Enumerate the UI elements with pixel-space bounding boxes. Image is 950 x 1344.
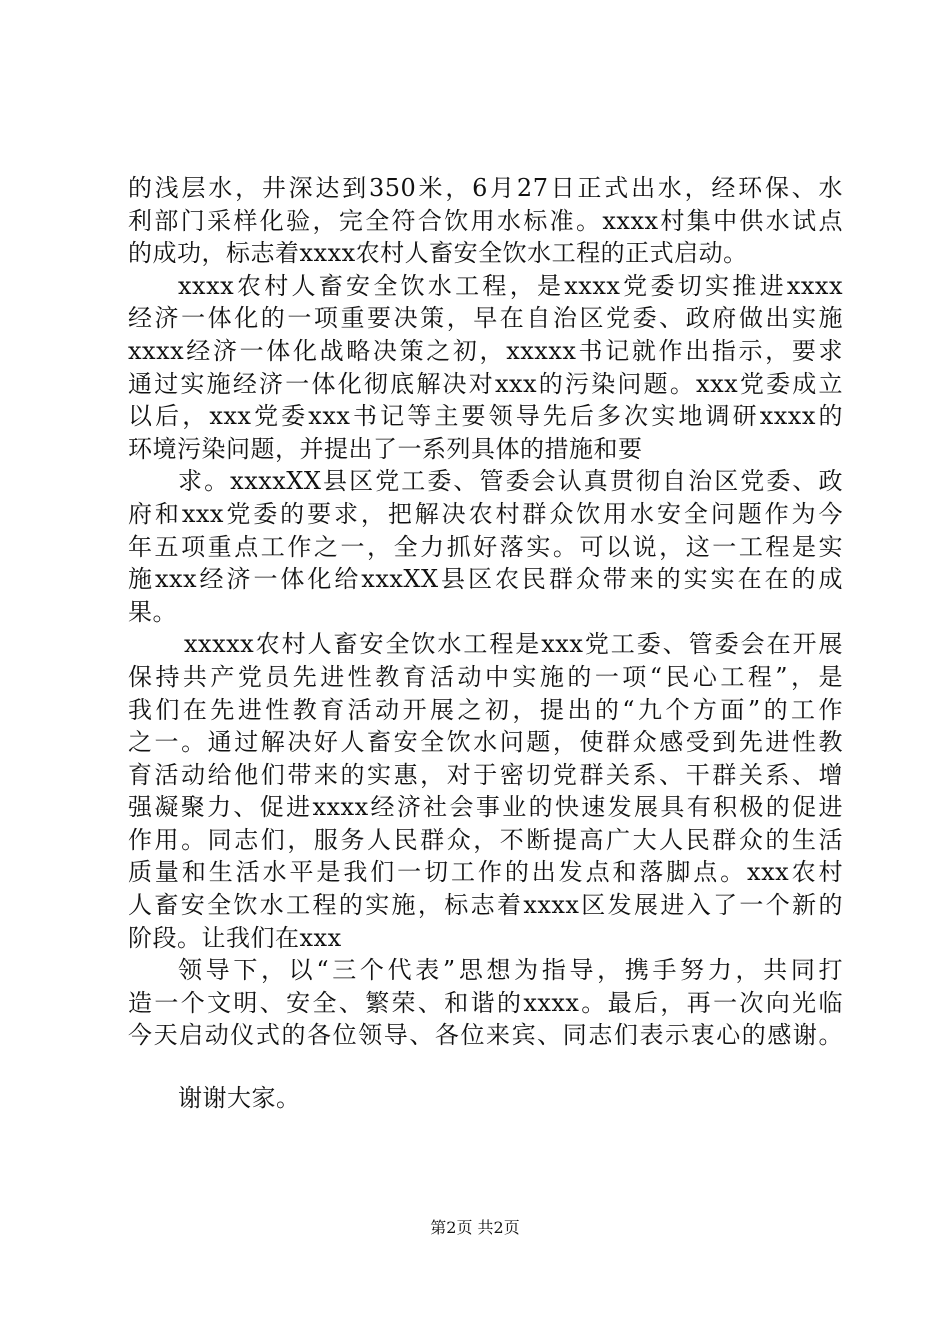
text-line: 经济一体化的一项重要决策，早在自治区党委、政府做出实施	[128, 304, 843, 333]
text-line: 环境污染问题，并提出了一系列具体的措施和要	[128, 434, 643, 463]
text-line: 阶段。让我们在xxx	[128, 923, 342, 952]
text-line: 施xxx经济一体化给xxxXX县区农民群众带来的实实在在的成	[128, 565, 843, 594]
text-line: 质量和生活水平是我们一切工作的出发点和落脚点。xxx农村	[128, 858, 843, 887]
text-line: 的浅层水，井深达到350米，6月27日正式出水，经环保、水	[128, 174, 843, 202]
text-line: 果。	[128, 597, 177, 626]
text-line: xxxx农村人畜安全饮水工程，是xxxx党委切实推进xxxx	[178, 271, 843, 300]
text-line: 之一。通过解决好人畜安全饮水问题，使群众感受到先进性教	[128, 728, 843, 757]
text-line: 育活动给他们带来的实惠，对于密切党群关系、干群关系、增	[128, 760, 843, 789]
closing-line: 谢谢大家。	[178, 1084, 301, 1113]
text-line: 以后，xxx党委xxx书记等主要领导先后多次实地调研xxxx的	[128, 402, 843, 431]
text-line: xxxx经济一体化战略决策之初，xxxxx书记就作出指示，要求	[128, 336, 843, 365]
text-line: 求。xxxxXX县区党工委、管委会认真贯彻自治区党委、政	[178, 467, 843, 496]
text-line: 强凝聚力、促进xxxx经济社会事业的快速发展具有积极的促进	[128, 793, 843, 822]
text-line: 今天启动仪式的各位领导、各位来宾、同志们表示衷心的感谢。	[128, 1021, 843, 1050]
text-line: 府和xxx党委的要求，把解决农村群众饮用水安全问题作为今	[128, 499, 843, 528]
text-line: xxxxx农村人畜安全饮水工程是xxx党工委、管委会在开展	[184, 630, 843, 659]
text-line: 人畜安全饮水工程的实施，标志着xxxx区发展进入了一个新的	[128, 891, 843, 920]
text-line: 我们在先进性教育活动开展之初，提出的“九个方面”的工作	[128, 695, 843, 724]
text-line: 年五项重点工作之一，全力抓好落实。可以说，这一工程是实	[128, 532, 843, 561]
text-line: 利部门采样化验，完全符合饮用水标准。xxxx村集中供水试点	[128, 206, 843, 235]
text-line: 通过实施经济一体化彻底解决对xxx的污染问题。xxx党委成立	[128, 369, 843, 398]
text-line: 造一个文明、安全、繁荣、和谐的xxxx。最后，再一次向光临	[128, 988, 843, 1017]
text-line: 的成功，标志着xxxx农村人畜安全饮水工程的正式启动。	[128, 239, 748, 268]
text-line: 作用。同志们，服务人民群众，不断提高广大人民群众的生活	[128, 825, 843, 854]
paragraph-gap	[128, 1052, 843, 1082]
text-line: 保持共产党员先进性教育活动中实施的一项“民心工程”，是	[128, 662, 843, 691]
page-footer: 第2页 共2页	[430, 1218, 520, 1237]
document-body	[128, 172, 843, 1115]
text-line: 领导下，以“三个代表”思想为指导，携手努力，共同打	[178, 956, 843, 985]
